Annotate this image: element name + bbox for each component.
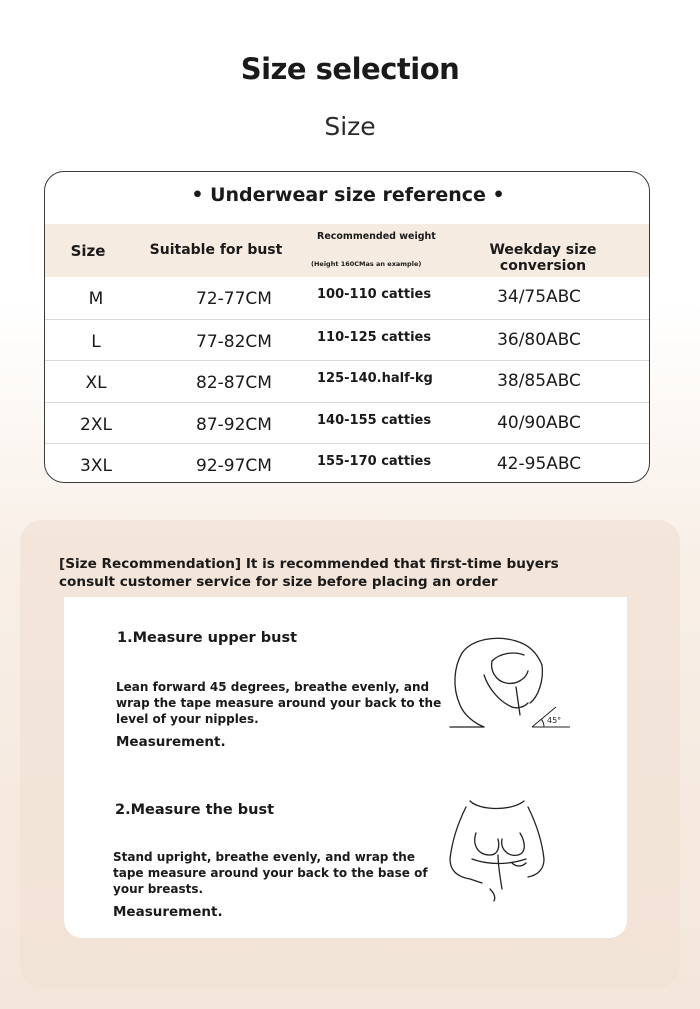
cell-weight: 155-170 catties [317,454,432,469]
cell-weight: 140-155 catties [317,413,432,428]
cell-bust: 87-92CM [196,415,272,435]
size-recommendation-text: [Size Recommendation] It is recommended that first-time buyers consult customer service for size before placing an order [59,556,559,590]
step-2-description: Stand upright, breathe evenly, and wrap the tape measure around your back to the base of your breasts. [113,850,428,896]
column-header-bust: Suitable for bust [149,242,283,258]
table-body [45,277,650,483]
cell-bust: 82-87CM [196,373,272,393]
cell-conversion: 38/85ABC [497,371,581,391]
step-2-measurement: Measurement. [113,904,223,920]
cell-size: 2XL [80,415,112,435]
cell-weight: 100-110 catties [317,287,432,302]
column-header-size: Size [70,242,106,260]
cell-conversion: 34/75ABC [497,287,581,307]
page-subtitle: Size [324,112,376,141]
step-2-title: 2.Measure the bust [115,802,275,818]
step-1-title: 1.Measure upper bust [117,630,298,646]
upright-measure-illustration [442,793,562,903]
cell-conversion: 36/80ABC [497,330,581,350]
column-header-weight-note: (Height 160CMas an example) [311,260,422,268]
cell-bust: 92-97CM [196,456,272,476]
table-row [45,402,650,443]
cell-weight: 110-125 catties [317,330,432,345]
column-header-conversion: Weekday size conversion [489,242,597,274]
cell-conversion: 42-95ABC [496,454,582,474]
step-1-description: Lean forward 45 degrees, breathe evenly, and wrap the tape measure around your back to the level of your nipples. [116,680,442,726]
lean-forward-measure-illustration [444,631,574,735]
cell-size: XL [85,373,107,393]
column-header-weight: Recommended weight [317,231,436,242]
table-row [45,277,650,318]
cell-bust: 72-77CM [196,289,272,309]
cell-weight: 125-140.half-kg [317,371,433,386]
table-title: • Underwear size reference • [191,184,505,206]
cell-size: L [91,332,101,352]
cell-size: M [88,289,104,309]
table-row [45,443,650,483]
step-1-measurement: Measurement. [116,734,226,750]
table-header-row [45,224,650,277]
page-title: Size selection [240,52,460,86]
table-row [45,319,650,360]
measurement-guide-panel [64,597,627,938]
cell-size: 3XL [80,456,112,476]
table-row [45,360,650,401]
angle-label: 45° [547,716,562,725]
cell-bust: 77-82CM [196,332,272,352]
cell-conversion: 40/90ABC [497,413,581,433]
size-table-card [44,171,650,483]
